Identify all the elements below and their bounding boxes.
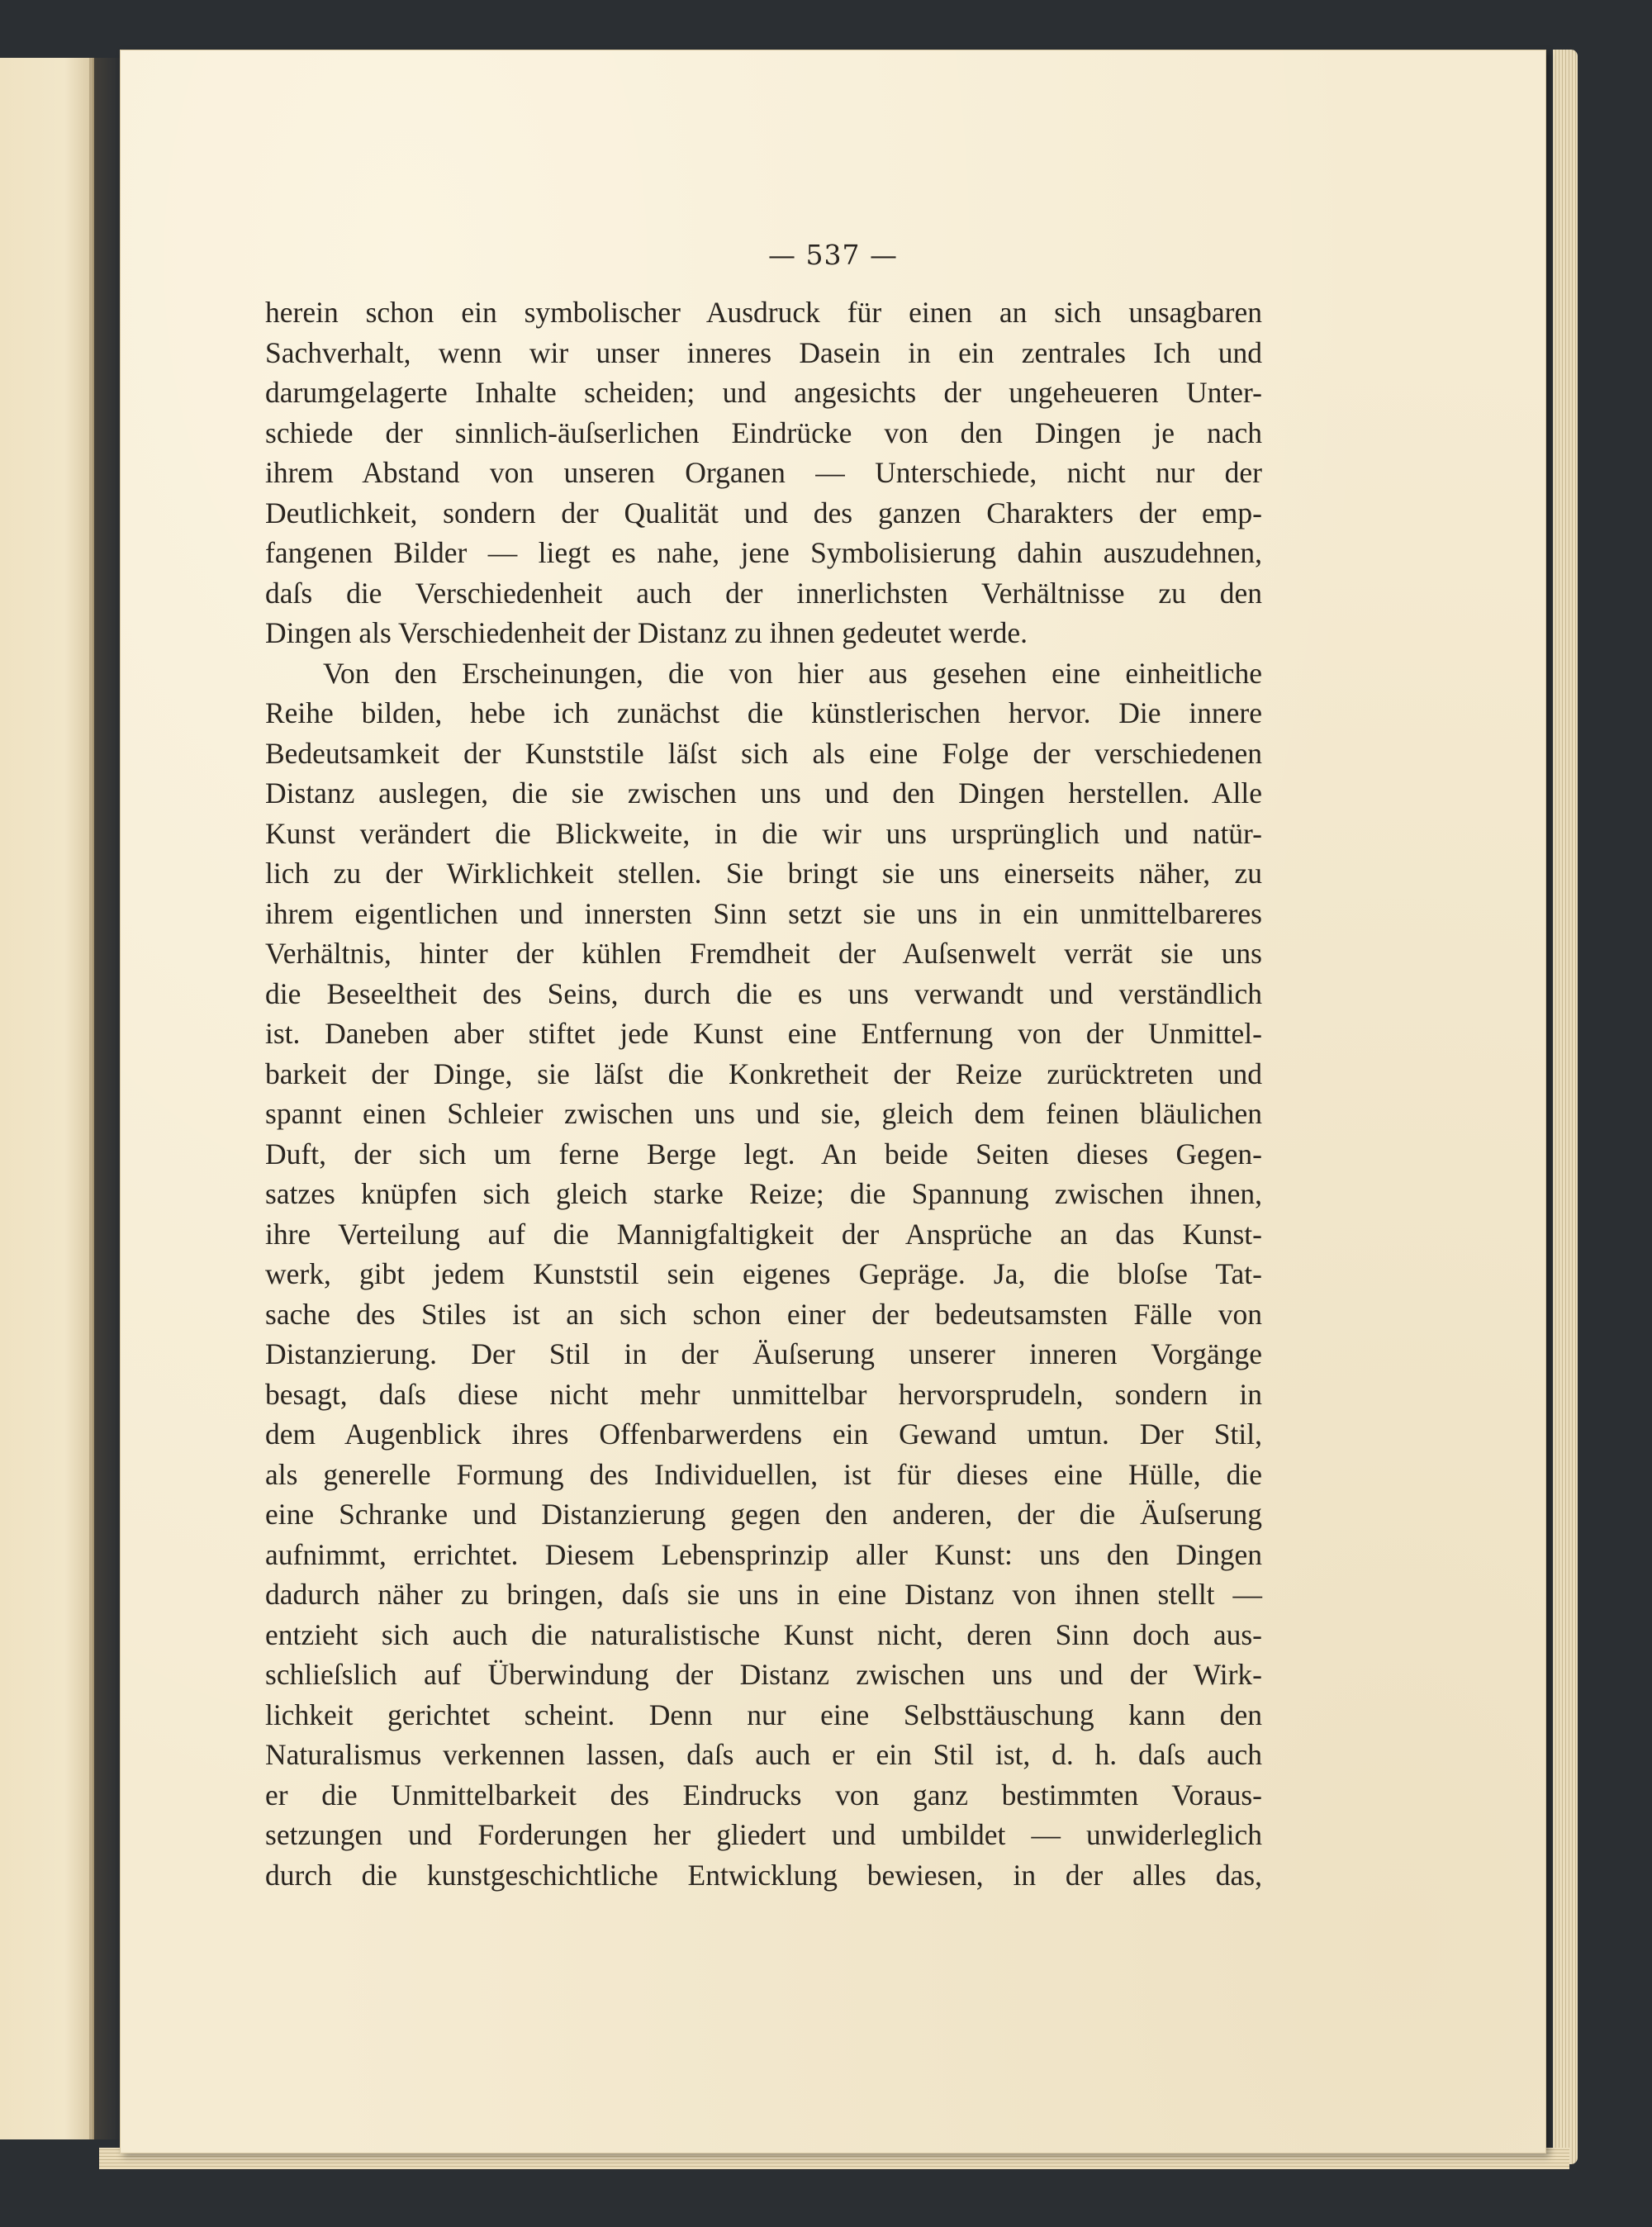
- text-line: Reihe bilden, hebe ich zunächst die künstlerischen hervor. Die innere: [265, 696, 1262, 729]
- text-line: lich zu der Wirklichkeit stellen. Sie bringt sie uns einerseits näher, zu: [265, 857, 1262, 890]
- text-line: herein schon ein symbolischer Ausdruck für einen an sich unsagbaren: [265, 296, 1262, 329]
- text-line: dem Augenblick ihres Offenbarwerdens ein Gewand umtun. Der Stil,: [265, 1417, 1262, 1451]
- text-line: die Beseeltheit des Seins, durch die es uns verwandt und verständlich: [265, 976, 1262, 1010]
- paragraph-start-line: Von den Erscheinungen, die von hier aus gesehen eine einheitliche: [323, 656, 1262, 690]
- text-line: aufnimmt, errichtet. Diesem Lebensprinzip aller Kunst: uns den Dingen: [265, 1537, 1262, 1571]
- text-line: Duft, der sich um ferne Berge legt. An beide Seiten dieses Gegen-: [265, 1137, 1262, 1170]
- paragraph-end-line: Dingen als Verschiedenheit der Distanz zu ihnen gedeutet werde.: [265, 616, 1028, 649]
- text-line: darumgelagerte Inhalte scheiden; und angesichts der ungeheueren Unter-: [265, 376, 1262, 409]
- text-line: schlieſslich auf Überwindung der Distanz zwischen uns und der Wirk-: [265, 1658, 1262, 1691]
- text-line: werk, gibt jedem Kunststil sein eigenes Gepräge. Ja, die bloſse Tat-: [265, 1257, 1262, 1290]
- text-line: setzungen und Forderungen her gliedert und umbildet — unwiderleglich: [265, 1818, 1262, 1851]
- text-line: als generelle Formung des Individuellen, ist für dieses eine Hülle, die: [265, 1457, 1262, 1491]
- text-line: sache des Stiles ist an sich schon einer der bedeutsamsten Fälle von: [265, 1297, 1262, 1331]
- body-text: [265, 292, 1262, 1895]
- text-line: Distanz auslegen, die sie zwischen uns und den Dingen herstellen. Alle: [265, 776, 1262, 810]
- text-line: er die Unmittelbarkeit des Eindrucks von ganz bestimmten Voraus-: [265, 1778, 1262, 1812]
- text-line: ist. Daneben aber stiftet jede Kunst eine Entfernung von der Unmittel-: [265, 1017, 1262, 1050]
- text-line: Distanzierung. Der Stil in der Äuſserung unserer inneren Vorgänge: [265, 1337, 1262, 1370]
- text-line: barkeit der Dinge, sie läſst die Konkretheit der Reize zurücktreten und: [265, 1057, 1262, 1090]
- text-line: dadurch näher zu bringen, daſs sie uns in eine Distanz von ihnen stellt —: [265, 1578, 1262, 1611]
- book-page: [120, 50, 1546, 2153]
- left-page-edge: [0, 58, 94, 2139]
- text-line: Kunst verändert die Blickweite, in die wir uns ursprünglich und natür-: [265, 816, 1262, 850]
- text-line: daſs die Verschiedenheit auch der innerlichsten Verhältnisse zu den: [265, 576, 1262, 610]
- text-line: ihrem eigentlichen und innersten Sinn setzt sie uns in ein unmittelbareres: [265, 896, 1262, 930]
- text-line: Verhältnis, hinter der kühlen Fremdheit der Auſsenwelt verrät sie uns: [265, 937, 1262, 970]
- text-line: Naturalismus verkennen lassen, daſs auch er ein Stil ist, d. h. daſs auch: [265, 1738, 1262, 1771]
- text-line: durch die kunstgeschichtliche Entwicklung bewiesen, in der alles das,: [265, 1858, 1262, 1892]
- text-line: satzes knüpfen sich gleich starke Reize; die Spannung zwischen ihnen,: [265, 1177, 1262, 1210]
- page-number: — 537 —: [768, 239, 898, 271]
- spine-shadow: [89, 58, 122, 2139]
- text-line: ihrem Abstand von unseren Organen — Unterschiede, nicht nur der: [265, 456, 1262, 489]
- text-line: spannt einen Schleier zwischen uns und sie, gleich dem feinen bläulichen: [265, 1097, 1262, 1130]
- text-line: entzieht sich auch die naturalistische Kunst nicht, deren Sinn doch aus-: [265, 1617, 1262, 1651]
- text-line: Sachverhalt, wenn wir unser inneres Dasein in ein zentrales Ich und: [265, 335, 1262, 369]
- text-line: fangenen Bilder — liegt es nahe, jene Symbolisierung dahin auszudehnen,: [265, 536, 1262, 569]
- text-line: ihre Verteilung auf die Mannigfaltigkeit der Ansprüche an das Kunst-: [265, 1217, 1262, 1251]
- page-stack-edge: [1553, 50, 1578, 2164]
- text-line: besagt, daſs diese nicht mehr unmittelbar hervorsprudeln, sondern in: [265, 1377, 1262, 1411]
- text-line: eine Schranke und Distanzierung gegen den anderen, der die Äuſserung: [265, 1498, 1262, 1531]
- text-line: lichkeit gerichtet scheint. Denn nur eine Selbsttäuschung kann den: [265, 1698, 1262, 1731]
- text-line: schiede der sinnlich-äuſserlichen Eindrücke von den Dingen je nach: [265, 415, 1262, 449]
- text-line: Deutlichkeit, sondern der Qualität und des ganzen Charakters der emp-: [265, 496, 1262, 529]
- text-line: Bedeutsamkeit der Kunststile läſst sich als eine Folge der verschiedenen: [265, 736, 1262, 770]
